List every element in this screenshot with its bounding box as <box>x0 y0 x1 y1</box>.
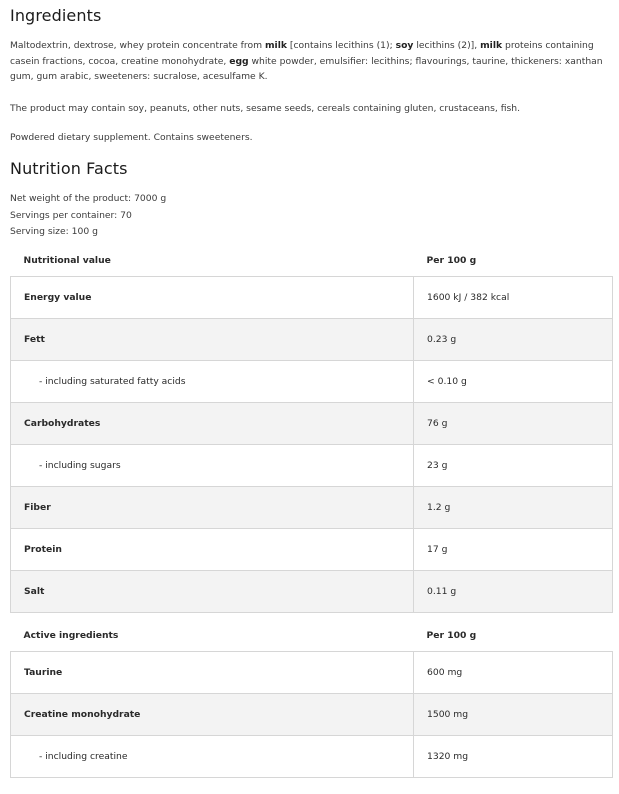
nutrient-value: 1.2 g <box>414 487 613 529</box>
ingredient-value: 1320 mg <box>414 736 613 778</box>
table-row <box>11 445 613 487</box>
nutrient-name: Fett <box>11 319 414 361</box>
table-row <box>11 319 613 361</box>
nutrient-value: 1600 kJ / 382 kcal <box>414 277 613 319</box>
active-ingredients-table <box>10 619 613 778</box>
serving-size: Serving size: 100 g <box>10 226 98 237</box>
ingredient-name: Taurine <box>11 652 414 694</box>
ingredients-part: proteins containing casein fractions, cocoa, creatine monohydrate, <box>10 40 594 67</box>
ingredient-name: - including creatine <box>11 736 414 778</box>
nutrient-name: - including sugars <box>11 445 414 487</box>
supplement-note: Powdered dietary supplement. Contains sweeteners. <box>10 132 253 143</box>
nutrient-name: Salt <box>11 571 414 613</box>
table-row <box>11 571 613 613</box>
header-active-ingredients: Active ingredients <box>11 619 414 652</box>
allergen-egg: egg <box>229 55 249 67</box>
header-nutritional-value: Nutritional value <box>11 244 414 277</box>
table-row <box>11 652 613 694</box>
nutrient-name: Fiber <box>11 487 414 529</box>
header-per-100g: Per 100 g <box>414 619 613 652</box>
product-meta <box>10 191 166 241</box>
nutrient-name: Carbohydrates <box>11 403 414 445</box>
nutrient-value: 23 g <box>414 445 613 487</box>
table-row <box>11 277 613 319</box>
nutrient-name: - including saturated fatty acids <box>11 361 414 403</box>
table-row <box>11 694 613 736</box>
table-row <box>11 736 613 778</box>
table-row <box>11 403 613 445</box>
ingredient-value: 1500 mg <box>414 694 613 736</box>
allergen-milk: milk <box>264 40 287 51</box>
nutrient-name: Protein <box>11 529 414 571</box>
nutrient-value: 0.11 g <box>414 571 613 613</box>
ingredients-part: Maltodextrin, dextrose, whey protein concentrate from <box>10 40 265 51</box>
allergen-soy: soy <box>395 40 414 51</box>
ingredients-part: [contains lecithins (1); <box>286 40 396 51</box>
ingredient-name: Creatine monohydrate <box>11 694 414 736</box>
nutrient-name: Energy value <box>11 277 414 319</box>
ingredients-heading: Ingredients <box>10 6 102 25</box>
nutrition-table-header <box>11 244 613 277</box>
ingredients-part: white powder, emulsifier: lecithins; flavourings, taurine, thickeners: xanthan gum, gum arabic, sweeteners: sucralose, acesulfame K. <box>10 55 603 82</box>
nutrition-heading: Nutrition Facts <box>10 159 128 178</box>
allergen-milk: milk <box>480 40 503 51</box>
ingredient-value: 600 mg <box>414 652 613 694</box>
nutrition-table <box>10 244 613 613</box>
header-per-100g: Per 100 g <box>414 244 613 277</box>
allergen-note: The product may contain soy, peanuts, other nuts, sesame seeds, cereals containing gluten, crustaceans, fish. <box>10 103 521 114</box>
table-row <box>11 529 613 571</box>
nutrient-value: < 0.10 g <box>414 361 613 403</box>
active-table-header <box>11 619 613 652</box>
nutrient-value: 0.23 g <box>414 319 613 361</box>
nutrient-value: 76 g <box>414 403 613 445</box>
servings-per-container: Servings per container: 70 <box>10 209 132 221</box>
net-weight: Net weight of the product: 7000 g <box>10 193 167 204</box>
table-row <box>11 361 613 403</box>
nutrient-value: 17 g <box>414 529 613 571</box>
table-row <box>11 487 613 529</box>
ingredients-text <box>10 38 610 85</box>
ingredients-part: lecithins (2)], <box>413 40 481 51</box>
